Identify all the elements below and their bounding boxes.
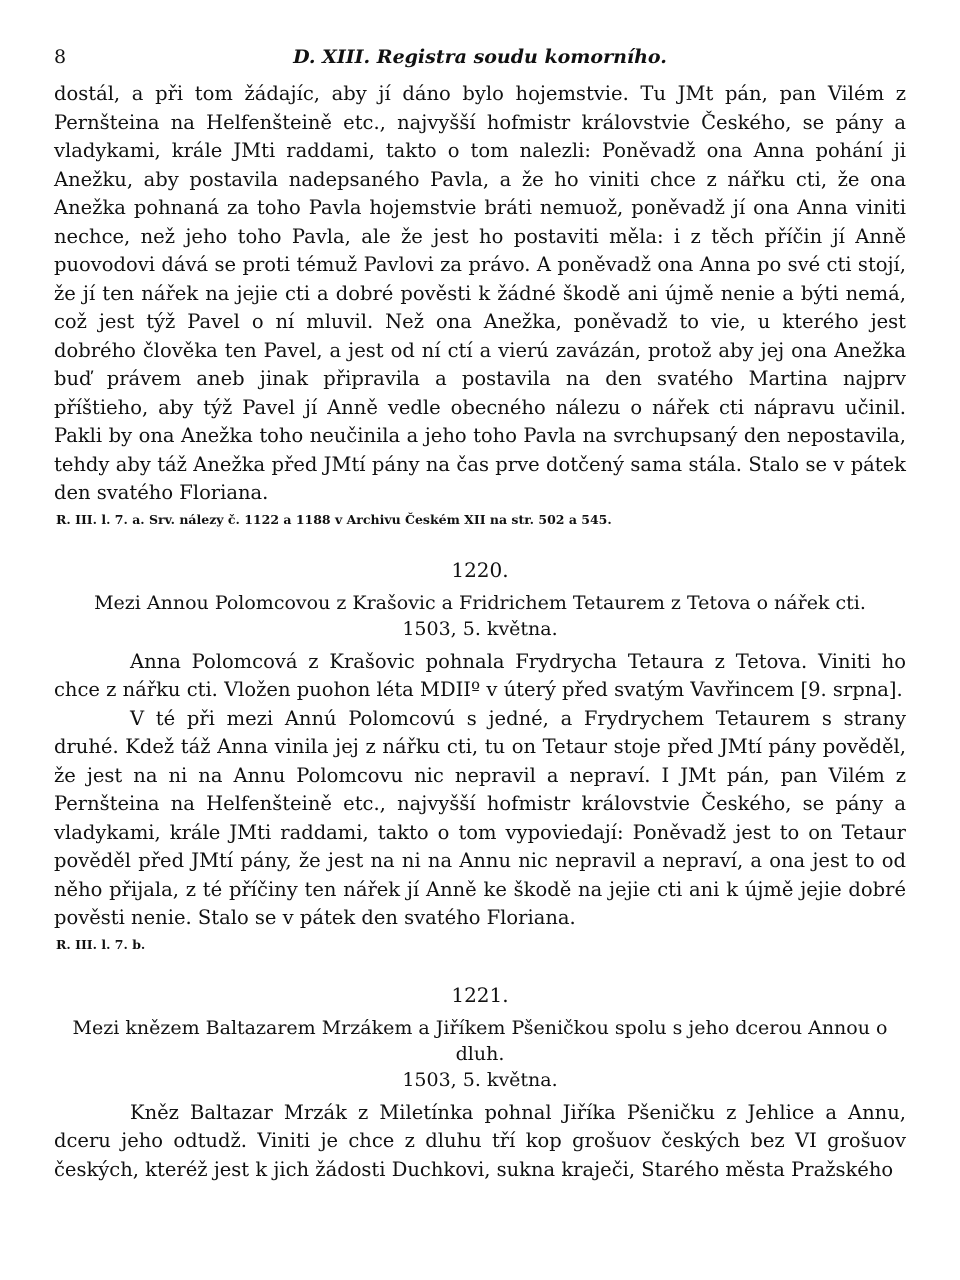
continuation-section xyxy=(54,80,906,532)
running-title: D. XIII. Registra soudu komorního. xyxy=(293,46,667,68)
entry-title: Mezi Annou Polomcovou z Krašovic a Fridrichem Tetaurem z Tetova o nářek cti. xyxy=(94,591,866,614)
entry-1220 xyxy=(54,550,906,957)
entry-paragraph: Anna Polomcová z Krašovic pohnala Frydrycha Tetaura z Tetova. Viniti ho chce z nářku cti. Vložen puohon léta MDIIº v úterý před svatým Vavřincem [9. srpna]. xyxy=(54,649,906,701)
entry-title: Mezi knězem Baltazarem Mrzákem a Jiříkem Pšeničkou spolu s jeho dcerou Annou o dluh. xyxy=(72,1016,888,1065)
source-note: R. III. l. 7. b. xyxy=(56,936,146,952)
entry-number: 1221. xyxy=(451,982,509,1007)
entry-paragraph: Kněz Baltazar Mrzák z Miletínka pohnal Jiříka Pšeničku z Jehlice a Annu, dceru jeho odtudž. Viniti je chce z dluhu tří kop grošuov českých bez VI grošuov českých, kteréž jest k jich žádosti Duchkovi, sukna kraječi, Starého města Pražského xyxy=(54,1100,906,1181)
source-note: R. III. l. 7. a. Srv. nálezy č. 1122 a 1188 v Archivu Českém XII na str. 502 a 545. xyxy=(56,511,612,527)
page-header xyxy=(54,40,906,80)
continuation-paragraph: dostál, a při tom žádajíc, aby jí dáno bylo hojemstvie. Tu JMt pán, pan Vilém z Pernšteina na Helfenšteině etc., najvyšší hofmistr královstvie Českého, se pány a vladykami, krále JMti raddami, takto o tom nalezli: Poněvadž ona Anna pohání ji Anežku, aby postavila nadepsaného Pavla, a že ho viniti chce z nářku cti, že ona Anežka pohnaná za toho Pavla hojemstvie bráti nemuož, poněvadž jí ona Anna viniti nechce, než jeho toho Pavla, ale že jest ho postaviti měla: i z těch příčin jí Anně puovodovi dává se proti témuž Pavlovi za právo. A poněvadž ona Anna po své cti stojí, že jí ten nářek na jejie cti a dobré pověsti k žádné škodě ani újmě nenie a býti nemá, což jest týž Pavel o ní mluvil. Než ona Anežka, poněvadž to vie, u kterého jest dobrého člověka ten Pavel, a jest od ní ctí a vierú zavázán, protož aby jej ona Anežka buď právem aneb jinak připravila a postavila na den svatého Martina najprv příštieho, aby týž Pavel jí Anně vedle obecného nálezu o nářek cti nápravu učinil. Pakli by ona Anežka toho neučinila a jeho toho Pavla na svrchupsaný den nepostavila, tehdy aby táž Anežka před JMtí pány na čas prve dotčený sama stála. Stalo se v pátek den svatého Floriana. xyxy=(54,82,906,504)
entry-date: 1503, 5. května. xyxy=(402,1068,558,1091)
document-page xyxy=(54,40,906,1184)
page-number: 8 xyxy=(54,46,67,68)
entry-paragraph: V té při mezi Annú Polomcovú s jedné, a Frydrychem Tetaurem s strany druhé. Kdež táž Anna vinila jej z nářku cti, tu on Tetaur stoje před JMtí pány pověděl, že jest na ni na Annu Polomcovu nic nepravil a nepraví. I JMt pán, pan Vilém z Pernšteina na Helfenšteině etc., najvyšší hofmistr královstvie Českého, se pány a vladykami, krále JMti raddami, takto o tom vypoviedají: Poněvadž jest to on Tetaur pověděl před JMtí pány, že jest na ni na Annu nic nepravil a nepraví, a ona jest to od něho přijala, z té příčiny ten nářek jí Anně ke škodě na jejie cti ani k újmě jejie dobré pověsti nenie. Stalo se v pátek den svatého Floriana. xyxy=(54,706,906,929)
entry-1221 xyxy=(54,975,906,1185)
entry-number: 1220. xyxy=(451,557,509,582)
entry-date: 1503, 5. května. xyxy=(402,617,558,640)
